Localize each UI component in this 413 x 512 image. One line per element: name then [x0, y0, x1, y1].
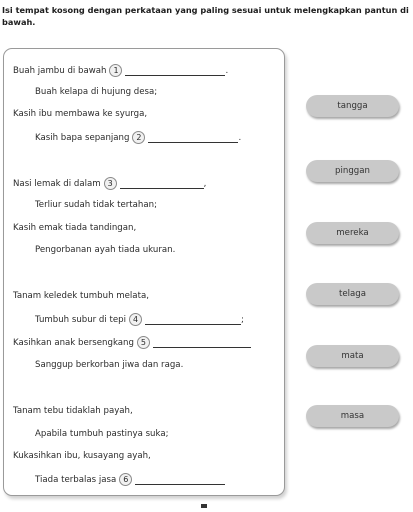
pantun-line: [13, 336, 251, 349]
line-punctuation: ;: [241, 314, 244, 325]
blank-number-badge: 5: [137, 336, 150, 349]
pantun-line: [35, 131, 241, 144]
pantun-line: [35, 359, 183, 371]
line-text: Kasihkan anak bersengkang: [13, 337, 134, 348]
line-text: Terliur sudah tidak tertahan;: [35, 200, 157, 210]
blank-number-badge: 4: [129, 313, 142, 326]
word-option-mata[interactable]: mata: [306, 345, 399, 367]
answer-blank[interactable]: [148, 133, 238, 143]
word-option-masa[interactable]: masa: [306, 405, 399, 427]
answer-blank[interactable]: [125, 66, 225, 76]
pantun-line: [35, 244, 175, 256]
word-option-tangga[interactable]: tangga: [306, 95, 399, 117]
blank-number-badge: 3: [104, 177, 117, 190]
pantun-line: [13, 290, 149, 302]
answer-blank[interactable]: [120, 179, 204, 189]
instruction-text: Isi tempat kosong dengan perkataan yang paling sesuai untuk melengkapkan pantun di bawah.: [2, 5, 409, 27]
blank-number-badge: 1: [109, 64, 122, 77]
line-text: Kasih emak tiada tandingan,: [13, 223, 137, 233]
line-text: Kasih bapa sepanjang: [35, 132, 130, 143]
pantun-line: [13, 405, 133, 417]
line-text: Pengorbanan ayah tiada ukuran.: [35, 245, 176, 255]
line-text: Buah kelapa di hujung desa;: [35, 87, 158, 97]
line-text: Kukasihkan ibu, kusayang ayah,: [13, 451, 151, 461]
line-text: Tumbuh subur di tepi: [35, 314, 127, 325]
pantun-line: [13, 108, 147, 120]
pantun-line: [35, 313, 244, 326]
word-option-pinggan[interactable]: pinggan: [306, 160, 399, 182]
answer-blank[interactable]: [145, 315, 241, 325]
pantun-line: [35, 428, 169, 440]
blank-number-badge: 2: [132, 131, 145, 144]
answer-blank[interactable]: [135, 475, 225, 485]
line-text: Nasi lemak di dalam: [13, 178, 101, 189]
pantun-line: [13, 64, 228, 77]
pantun-line: [35, 86, 157, 98]
word-option-telaga[interactable]: telaga: [306, 283, 399, 305]
pantun-panel: [3, 48, 285, 496]
line-punctuation: .: [225, 65, 229, 76]
answer-blank[interactable]: [153, 338, 251, 348]
line-text: Tiada terbalas jasa: [35, 474, 117, 485]
word-option-mereka[interactable]: mereka: [306, 222, 399, 244]
line-text: Buah jambu di bawah: [13, 65, 107, 76]
line-punctuation: .: [238, 132, 242, 143]
page-mark: [201, 504, 207, 508]
pantun-line: [13, 450, 151, 462]
line-text: Apabila tumbuh pastinya suka;: [35, 429, 169, 439]
line-text: Sanggup berkorban jiwa dan raga.: [35, 360, 184, 370]
pantun-line: [13, 177, 206, 190]
line-text: Tanam keledek tumbuh melata,: [13, 291, 149, 301]
blank-number-badge: 6: [119, 473, 132, 486]
line-text: Tanam tebu tidaklah payah,: [13, 406, 133, 416]
pantun-line: [35, 199, 157, 211]
line-text: Kasih ibu membawa ke syurga,: [13, 109, 148, 119]
pantun-line: [35, 473, 225, 486]
pantun-line: [13, 222, 136, 234]
line-punctuation: ,: [203, 178, 207, 189]
